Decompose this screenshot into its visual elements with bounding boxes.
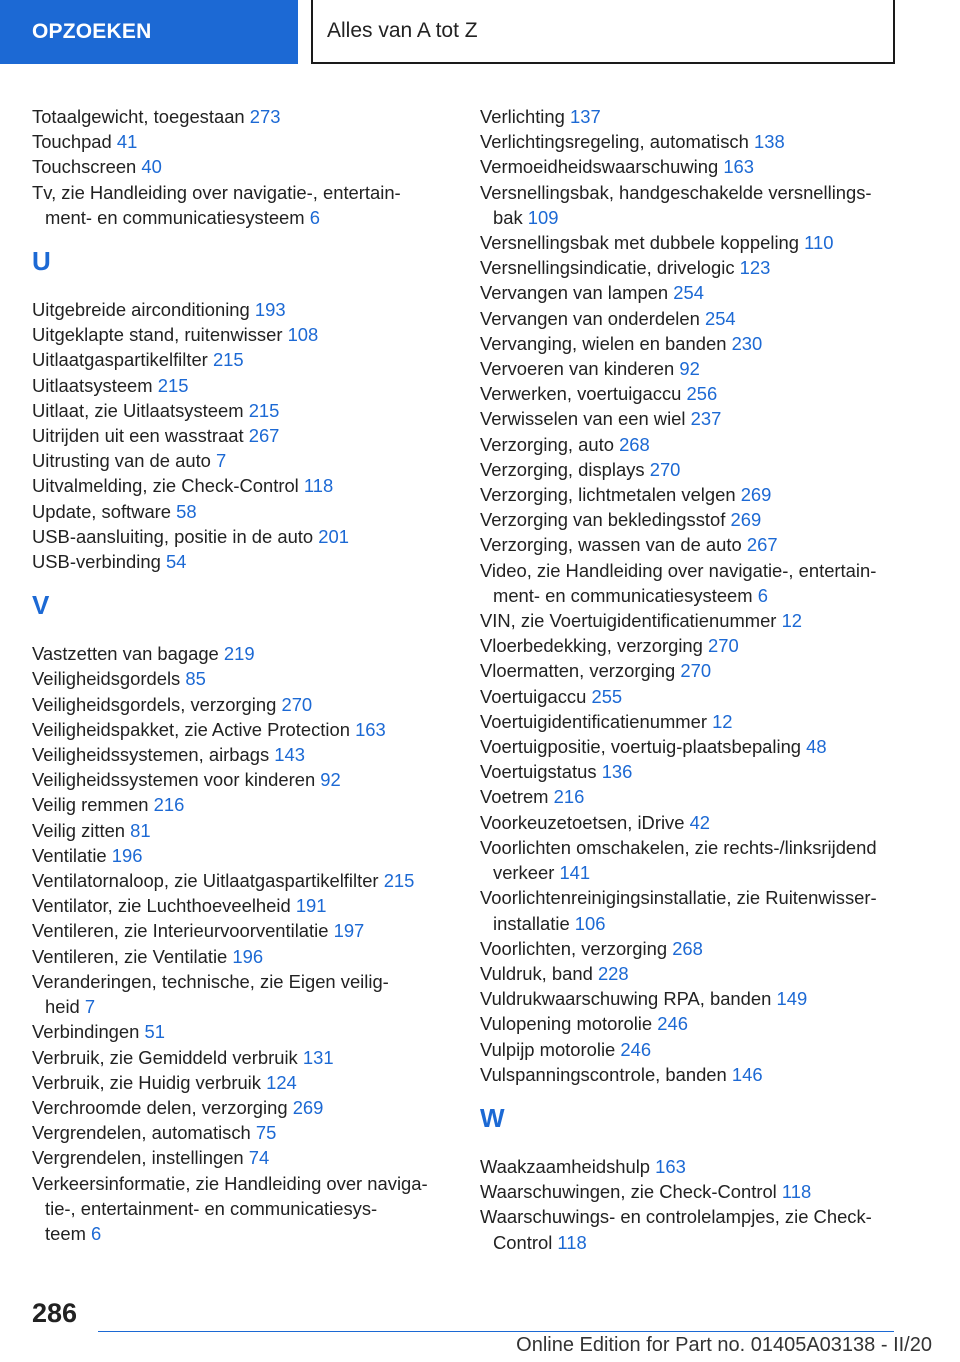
index-entry-text: Vermoeidheidswaarschuwing <box>480 156 719 178</box>
index-letter-heading: U <box>32 246 51 277</box>
index-entry-text: Waarschuwingen, zie Check-Control <box>480 1181 777 1203</box>
index-entry-text: Voertuigidentificatienummer <box>480 710 707 732</box>
page-reference-link[interactable]: 6 <box>91 1222 102 1244</box>
index-entry <box>32 767 452 792</box>
page-reference-link[interactable]: 74 <box>248 1147 270 1169</box>
index-entry <box>480 154 910 179</box>
page-reference-link[interactable]: 269 <box>740 484 772 506</box>
index-entry-text: Voetrem <box>480 786 549 808</box>
page-reference-link[interactable]: 12 <box>712 710 733 732</box>
page-reference-link[interactable]: 246 <box>620 1038 652 1060</box>
index-entry-text: heid <box>45 996 80 1018</box>
index-entry <box>32 1120 452 1145</box>
index-entry <box>32 1171 452 1247</box>
page-reference-link[interactable]: 136 <box>601 761 633 783</box>
index-entry <box>32 742 452 767</box>
index-entry <box>480 961 910 986</box>
index-entry-text: Veranderingen, technische, zie Eigen veilig- <box>32 970 389 992</box>
index-entry-text: Verbruik, zie Gemiddeld verbruik <box>32 1046 298 1068</box>
index-entry <box>32 843 452 868</box>
page-reference-link[interactable]: 58 <box>176 500 197 522</box>
index-entry <box>32 893 452 918</box>
page-reference-link[interactable]: 81 <box>130 819 151 841</box>
index-entry-text: Verbruik, zie Huidig verbruik <box>32 1071 261 1093</box>
index-entry <box>32 524 452 549</box>
index-entry-text: Uitlaatgaspartikelfilter <box>32 349 208 371</box>
index-entry <box>32 129 452 154</box>
page-reference-link[interactable]: 106 <box>574 912 606 934</box>
index-entry-text: Voertuigstatus <box>480 761 597 783</box>
index-letter-heading: W <box>480 1102 505 1133</box>
index-entry-text: Veiligheidspakket, zie Active Protection <box>32 718 350 740</box>
index-entry <box>480 432 910 457</box>
page-reference-link[interactable]: 197 <box>333 920 365 942</box>
page-reference-link[interactable]: 6 <box>757 584 768 606</box>
page-reference-link[interactable]: 255 <box>591 685 623 707</box>
index-entry <box>32 944 452 969</box>
page-reference-link[interactable]: 246 <box>657 1013 688 1035</box>
page-reference-link[interactable]: 269 <box>730 509 762 531</box>
page-reference-link[interactable]: 92 <box>679 358 700 380</box>
index-entry-text: Verkeersinformatie, zie Handleiding over naviga- <box>32 1172 428 1194</box>
page-reference-link[interactable]: 41 <box>116 131 138 153</box>
page-number: 286 <box>32 1298 78 1328</box>
index-entry-text: Vergrendelen, automatisch <box>32 1122 251 1144</box>
index-entry <box>480 759 910 784</box>
index-entry <box>32 1070 452 1095</box>
index-entry-text: Verlichting <box>480 106 565 127</box>
page-reference-link[interactable]: 149 <box>776 988 808 1010</box>
index-entry-text: Verzorging, wassen van de auto <box>480 534 742 556</box>
page-reference-link[interactable]: 110 <box>804 232 834 254</box>
edition-note: Online Edition for Part no. 01405A03138 - II/20 <box>516 1334 932 1356</box>
page-reference-link[interactable]: 228 <box>597 962 629 984</box>
index-entry-text: Vervoeren van kinderen <box>480 358 675 380</box>
index-entry-text: Video, zie Handleiding over navigatie-, entertain- <box>480 559 877 581</box>
index-entry <box>32 692 452 717</box>
index-entry-text: Voertuigpositie, voertuig-plaatsbepaling <box>480 736 802 758</box>
page-reference-link[interactable]: 219 <box>223 643 255 665</box>
index-entry-text: VIN, zie Voertuigidentificatienummer <box>480 610 777 632</box>
page-reference-link[interactable]: 138 <box>753 131 785 153</box>
index-entry <box>32 792 452 817</box>
index-entry <box>480 885 910 935</box>
page-reference-link[interactable]: 267 <box>746 534 778 556</box>
page-reference-link[interactable]: 118 <box>781 1181 812 1203</box>
page-reference-link[interactable]: 137 <box>569 106 601 127</box>
index-entry <box>480 709 910 734</box>
index-entry-text: Veiligheidssystemen voor kinderen <box>32 769 316 791</box>
index-entry <box>32 717 452 742</box>
index-entry <box>32 641 452 666</box>
index-entry <box>480 658 910 683</box>
index-entry-text: Versnellingsindicatie, drivelogic <box>480 257 735 279</box>
index-entry-text: ment- en communicatiesysteem <box>493 584 753 606</box>
index-entry <box>480 129 910 154</box>
page-reference-link[interactable]: 215 <box>157 374 189 396</box>
page-reference-link[interactable]: 268 <box>619 433 650 455</box>
page-reference-link[interactable]: 270 <box>281 693 313 715</box>
index-entry <box>32 322 452 347</box>
index-entry <box>480 1204 910 1254</box>
page-reference-link[interactable]: 54 <box>165 551 187 573</box>
index-entry <box>32 1145 452 1170</box>
index-entry <box>32 1019 452 1044</box>
index-entry <box>480 532 910 557</box>
index-entry <box>480 936 910 961</box>
page-reference-link[interactable]: 270 <box>649 458 681 480</box>
page-reference-link[interactable]: 7 <box>216 450 227 472</box>
index-entry-text: bak <box>493 206 523 228</box>
page-reference-link[interactable]: 273 <box>249 106 281 127</box>
index-entry <box>480 784 910 809</box>
index-entry <box>480 180 910 230</box>
page-reference-link[interactable]: 92 <box>320 769 341 791</box>
index-entry <box>480 633 910 658</box>
index-entry-text: Ventilator, zie Luchthoeveelheid <box>32 895 291 917</box>
page-reference-link[interactable]: 109 <box>527 206 559 228</box>
index-entry-text: Voorkeuzetoetsen, iDrive <box>480 811 685 833</box>
index-entry-text: Verchroomde delen, verzorging <box>32 1096 288 1118</box>
page-reference-link[interactable]: 254 <box>704 307 736 329</box>
index-entry <box>480 255 910 280</box>
index-entry-text: Waakzaamheidshulp <box>480 1155 651 1177</box>
index-entry <box>32 154 452 179</box>
index-entry-text: USB-aansluiting, positie in de auto <box>32 525 314 547</box>
index-entry <box>32 373 452 398</box>
index-entry-text: Verbindingen <box>32 1021 140 1043</box>
index-entry-text: Ventileren, zie Ventilatie <box>32 945 228 967</box>
index-entry-text: verkeer <box>493 862 555 884</box>
index-entry <box>480 1179 910 1204</box>
index-letter-heading: V <box>32 590 50 621</box>
index-entry-text: Verzorging, lichtmetalen velgen <box>480 484 736 506</box>
index-entry-text: Vloerbedekking, verzorging <box>480 635 703 657</box>
index-entry-text: Control <box>493 1231 553 1253</box>
index-entry <box>480 306 910 331</box>
index-entry <box>480 835 910 885</box>
index-entry-text: Verzorging, auto <box>480 433 614 455</box>
index-entry <box>32 818 452 843</box>
index-entry-text: Voertuigaccu <box>480 685 587 707</box>
index-entry-text: tie-, entertainment- en communicatiesys- <box>45 1197 378 1219</box>
page-reference-link[interactable]: 40 <box>141 156 162 178</box>
index-entry-text: Veiligheidsgordels <box>32 668 181 690</box>
index-entry <box>32 448 452 473</box>
index-entry <box>480 280 910 305</box>
index-entry-text: USB-verbinding <box>32 551 161 573</box>
footer-divider <box>98 1331 894 1332</box>
index-column-right <box>480 104 910 1255</box>
index-entry-text: Uitrijden uit een wasstraat <box>32 425 244 447</box>
index-entry-text: Vervangen van lampen <box>480 282 669 304</box>
index-entry <box>32 868 452 893</box>
index-entry <box>480 104 910 129</box>
index-entry <box>480 381 910 406</box>
index-entry-text: Voorlichtenreinigingsinstallatie, zie Ruitenwisser- <box>480 887 877 909</box>
page-reference-link[interactable]: 143 <box>274 744 305 766</box>
index-entry <box>32 104 452 129</box>
index-entry-text: Vulpijp motorolie <box>480 1038 616 1060</box>
index-entry-text: ment- en communicatiesysteem <box>45 206 305 228</box>
index-entry-text: Waarschuwings- en controlelampjes, zie Check- <box>480 1206 872 1228</box>
page-reference-link[interactable]: 193 <box>254 299 286 321</box>
index-entry-text: Vuldrukwaarschuwing RPA, banden <box>480 988 772 1010</box>
page-reference-link[interactable]: 42 <box>689 811 711 833</box>
index-entry-text: Verzorging, displays <box>480 458 645 480</box>
index-entry <box>480 1062 910 1087</box>
index-entry-text: Vervanging, wielen en banden <box>480 332 727 354</box>
index-entry <box>480 684 910 709</box>
index-entry <box>480 986 910 1011</box>
page-reference-link[interactable]: 216 <box>153 794 185 816</box>
page-reference-link[interactable]: 201 <box>318 525 349 547</box>
index-entry-text: Vuldruk, band <box>480 962 593 984</box>
index-entry-text: teem <box>45 1222 86 1244</box>
index-entry <box>32 473 452 498</box>
index-entry-text: Uitgebreide airconditioning <box>32 299 250 321</box>
index-entry <box>480 457 910 482</box>
page-reference-link[interactable]: 75 <box>255 1122 277 1144</box>
index-entry-text: Verzorging van bekledingsstof <box>480 509 726 531</box>
index-entry <box>480 507 910 532</box>
index-entry-text: Uitvalmelding, zie Check-Control <box>32 475 299 497</box>
index-entry <box>480 1011 910 1036</box>
index-entry <box>480 558 910 608</box>
index-entry-text: Vergrendelen, instellingen <box>32 1147 244 1169</box>
chapter-title-box <box>311 0 895 64</box>
page-reference-link[interactable]: 124 <box>266 1071 297 1093</box>
index-entry <box>480 331 910 356</box>
page-reference-link[interactable]: 270 <box>708 635 739 657</box>
page-reference-link[interactable]: 118 <box>557 1231 587 1253</box>
page-reference-link[interactable]: 6 <box>309 206 320 228</box>
page-reference-link[interactable]: 270 <box>680 660 712 682</box>
index-entry-text: Verwerken, voertuigaccu <box>480 383 682 405</box>
index-entry-text: Vastzetten van bagage <box>32 643 219 665</box>
index-column-left <box>32 104 452 1246</box>
page-reference-link[interactable]: 254 <box>673 282 704 304</box>
index-entry <box>480 1154 910 1179</box>
index-entry <box>480 810 910 835</box>
index-entry <box>480 1037 910 1062</box>
page-reference-link[interactable]: 163 <box>655 1155 686 1177</box>
index-entry-text: Vervangen van onderdelen <box>480 307 700 329</box>
section-tab-label: OPZOEKEN <box>32 20 152 43</box>
page-reference-link[interactable]: 118 <box>303 475 334 497</box>
index-entry <box>32 969 452 1019</box>
chapter-title: Alles van A tot Z <box>327 19 478 42</box>
index-entry <box>32 666 452 691</box>
index-entry-text: Verlichtingsregeling, automatisch <box>480 131 749 153</box>
index-entry-text: Voorlichten omschakelen, zie rechts-/linksrijdend <box>480 836 877 858</box>
index-entry <box>32 499 452 524</box>
page-reference-link[interactable]: 268 <box>672 937 703 959</box>
page-reference-link[interactable]: 7 <box>84 996 96 1018</box>
index-entry <box>480 482 910 507</box>
page-reference-link[interactable]: 196 <box>232 945 264 967</box>
page-reference-link[interactable]: 216 <box>553 786 585 808</box>
index-entry <box>480 608 910 633</box>
index-entry-text: Vulopening motorolie <box>480 1013 653 1035</box>
index-entry <box>480 406 910 431</box>
index-entry-text: Ventilatornaloop, zie Uitlaatgaspartikelfilter <box>32 870 379 892</box>
index-entry <box>32 180 452 230</box>
page-reference-link[interactable]: 141 <box>559 862 591 884</box>
index-entry-text: Verwisselen van een wiel <box>480 408 686 430</box>
page-reference-link[interactable]: 146 <box>731 1063 763 1085</box>
page-reference-link[interactable]: 163 <box>355 718 386 740</box>
index-entry <box>32 1095 452 1120</box>
index-entry-text: Ventileren, zie Interieurvoorventilatie <box>32 920 329 942</box>
index-entry-text: Uitrusting van de auto <box>32 450 211 472</box>
index-entry-text: Uitlaat, zie Uitlaatsysteem <box>32 399 244 421</box>
page-reference-link[interactable]: 12 <box>781 610 803 632</box>
page-reference-link[interactable]: 196 <box>111 844 143 866</box>
index-entry <box>32 297 452 322</box>
index-entry-text: Voorlichten, verzorging <box>480 937 668 959</box>
index-entry-text: Versnellingsbak, handgeschakelde versnellings- <box>480 181 872 203</box>
index-entry-text: Veiligheidssystemen, airbags <box>32 744 270 766</box>
page-reference-link[interactable]: 267 <box>248 425 280 447</box>
index-entry <box>32 347 452 372</box>
page-reference-link[interactable]: 191 <box>295 895 327 917</box>
index-entry <box>32 423 452 448</box>
index-entry <box>480 230 910 255</box>
page-reference-link[interactable]: 256 <box>686 383 718 405</box>
index-entry-text: Veiligheidsgordels, verzorging <box>32 693 277 715</box>
index-entry-text: Versnellingsbak met dubbele koppeling <box>480 232 799 254</box>
page-reference-link[interactable]: 163 <box>723 156 755 178</box>
index-entry <box>32 1045 452 1070</box>
index-entry-text: Vloermatten, verzorging <box>480 660 676 682</box>
index-entry <box>480 734 910 759</box>
index-entry-text: installatie <box>493 912 570 934</box>
page-reference-link[interactable]: 48 <box>806 736 827 758</box>
index-entry-text: Ventilatie <box>32 844 107 866</box>
index-entry-text: Veilig remmen <box>32 794 149 816</box>
index-entry-text: Update, software <box>32 500 172 522</box>
page-reference-link[interactable]: 215 <box>383 870 415 892</box>
page-reference-link[interactable]: 215 <box>212 349 244 371</box>
page-reference-link[interactable]: 108 <box>287 324 319 346</box>
index-entry <box>32 549 452 574</box>
section-tab[interactable] <box>0 0 298 64</box>
index-entry <box>32 398 452 423</box>
index-entry <box>480 356 910 381</box>
page-reference-link[interactable]: 237 <box>690 408 722 430</box>
index-entry-text: Vulspanningscontrole, banden <box>480 1063 727 1085</box>
page-reference-link[interactable]: 51 <box>144 1021 165 1043</box>
index-entry <box>32 918 452 943</box>
page-reference-link[interactable]: 269 <box>292 1096 324 1118</box>
index-entry-text: Touchpad <box>32 131 112 153</box>
index-entry-text: Uitlaatsysteem <box>32 374 153 396</box>
index-entry-text: Touchscreen <box>32 156 137 178</box>
index-entry-text: Totaalgewicht, toegestaan <box>32 106 245 127</box>
page-reference-link[interactable]: 123 <box>739 257 771 279</box>
index-entry-text: Tv, zie Handleiding over navigatie-, entertain- <box>32 181 401 203</box>
page-reference-link[interactable]: 230 <box>731 332 763 354</box>
index-entry-text: Veilig zitten <box>32 819 126 841</box>
page-reference-link[interactable]: 131 <box>302 1046 334 1068</box>
page-reference-link[interactable]: 85 <box>185 668 206 690</box>
page-reference-link[interactable]: 215 <box>248 399 280 421</box>
index-entry-text: Uitgeklapte stand, ruitenwisser <box>32 324 283 346</box>
